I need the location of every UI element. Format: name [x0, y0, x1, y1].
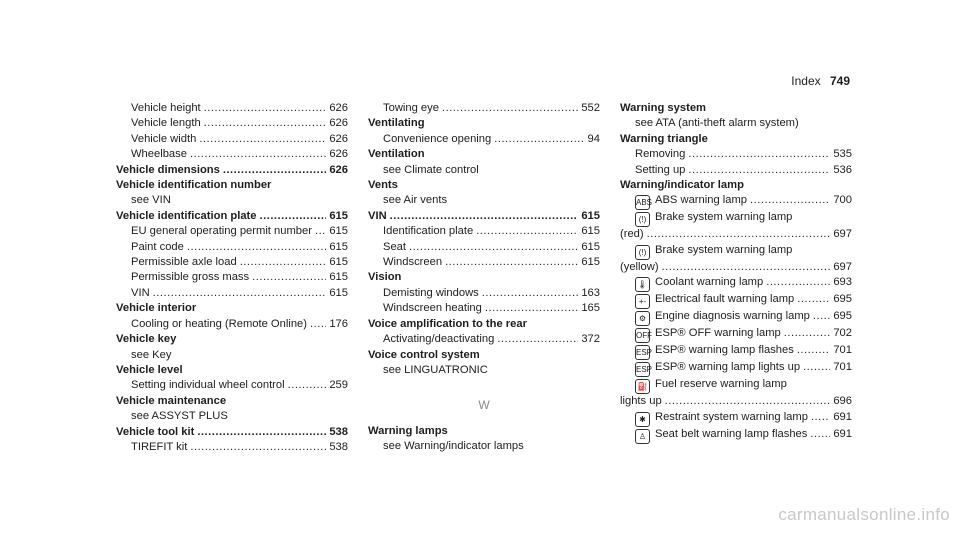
- index-entry-label: Vehicle width: [131, 132, 197, 145]
- index-entry: [368, 101, 600, 116]
- index-subline-text: see Key: [131, 348, 172, 361]
- index-page-number: 626: [329, 117, 348, 130]
- index-entry-label: Towing eye: [383, 102, 439, 114]
- index-page-number: 163: [581, 286, 600, 299]
- dot-leader: [494, 132, 584, 147]
- index-entry-text: [383, 240, 406, 255]
- section-letter: W: [478, 398, 490, 413]
- index-entry: [620, 163, 852, 178]
- index-entry: [620, 260, 852, 275]
- index-entry-label: Permissible gross mass: [131, 271, 250, 284]
- index-heading: Vehicle interior: [116, 302, 197, 315]
- index-entry: [116, 440, 348, 455]
- esp-icon: ESP: [635, 345, 650, 360]
- index-entry-label: VIN: [131, 286, 150, 299]
- dot-leader: [315, 224, 326, 239]
- index-entry-label: EU general operating permit number: [131, 225, 312, 238]
- watermark: carmanualsonline.info: [778, 505, 950, 524]
- index-page-number: 615: [329, 225, 348, 238]
- seatbelt-icon: ♙: [635, 429, 650, 444]
- index-column-3: [620, 101, 852, 444]
- index-entry-text: [131, 286, 150, 301]
- dot-leader: [445, 255, 578, 270]
- index-page-number: 693: [833, 276, 852, 289]
- index-entry-label: Engine diagnosis warning lamp: [655, 310, 810, 323]
- index-entry-text: [635, 410, 808, 427]
- index-entry-text: [116, 209, 257, 224]
- index-page-number: 536: [833, 163, 852, 176]
- index-entry-label: ABS warning lamp: [655, 194, 748, 207]
- index-entry: [116, 209, 348, 224]
- dot-leader: [482, 286, 579, 301]
- index-entry-text: [383, 132, 491, 147]
- dot-leader: [187, 240, 326, 255]
- index-page-number: 626: [329, 132, 348, 145]
- fuel-icon: ⛽: [635, 379, 650, 394]
- index-entry-text: [131, 116, 201, 131]
- index-entry-text: [383, 286, 479, 301]
- index-entry-text: [383, 332, 494, 347]
- index-entry-label: Permissible axle load: [131, 256, 237, 269]
- index-entry: [116, 132, 348, 147]
- dot-leader: [647, 227, 831, 242]
- index-entry-text: [131, 440, 187, 455]
- index-subline: [368, 193, 600, 208]
- dot-leader: [199, 132, 326, 147]
- index-page-number: 697: [833, 260, 852, 273]
- index-entry: [620, 309, 852, 326]
- index-entry-text: [131, 317, 307, 332]
- battery-icon: +-: [635, 294, 650, 309]
- index-page-number: 535: [833, 148, 852, 161]
- dot-leader: [197, 425, 326, 440]
- index-page-number: 615: [329, 240, 348, 253]
- index-entry-text: [620, 394, 662, 409]
- index-entry-label: Windscreen: [383, 256, 443, 269]
- dot-leader: [190, 440, 326, 455]
- index-entry: [620, 427, 852, 444]
- coolant-icon: 🌡: [635, 277, 650, 292]
- index-entry-text: [620, 260, 659, 275]
- index-entry-text: [635, 343, 794, 360]
- brake-icon: (!): [635, 212, 650, 227]
- index-subline: [368, 439, 600, 454]
- index-page-number: 176: [329, 317, 348, 330]
- index-entry-text: [131, 132, 196, 147]
- index-entry: [368, 209, 600, 224]
- index-subline: [620, 210, 852, 227]
- dot-leader: [260, 209, 327, 224]
- index-entry: [116, 270, 348, 285]
- index-page-number: 700: [833, 194, 852, 207]
- index-entry: [116, 163, 348, 178]
- index-page-number: 615: [329, 209, 348, 222]
- index-subline: [620, 243, 852, 260]
- index-heading: Ventilating: [368, 117, 425, 130]
- index-entry-label: Seat belt warning lamp flashes: [655, 427, 808, 440]
- index-entry-label: Coolant warning lamp: [655, 276, 764, 289]
- index-page-number: 615: [329, 286, 348, 299]
- dot-leader: [665, 394, 831, 409]
- index-entry-label: Identification plate: [383, 225, 474, 238]
- index-entry: [116, 378, 348, 393]
- index-entry: [620, 394, 852, 409]
- index-entry-label: VIN: [368, 209, 387, 222]
- dot-leader: [390, 209, 579, 224]
- esp-off-icon: OFF: [635, 328, 650, 343]
- index-entry-label: Convenience opening: [383, 132, 492, 145]
- index-page-number: 615: [581, 240, 600, 253]
- index-entry-label: ESP® warning lamp flashes: [655, 344, 794, 357]
- airbag-icon: ✱: [635, 412, 650, 427]
- index-entry: [368, 332, 600, 347]
- index-heading: Vehicle key: [116, 333, 177, 346]
- index-entry-label: lights up: [620, 395, 662, 408]
- dot-leader: [204, 101, 327, 116]
- index-entry-label: TIREFIT kit: [131, 440, 188, 453]
- index-column-1: [116, 101, 348, 455]
- page-number: 749: [829, 74, 850, 88]
- index-entry-text: [635, 163, 685, 178]
- index-subline: [116, 348, 348, 363]
- index-entry: [620, 343, 852, 360]
- index-page-number: 552: [581, 102, 600, 114]
- dot-leader: [190, 147, 326, 162]
- index-entry-label: Demisting windows: [383, 286, 479, 299]
- index-entry-text: [635, 326, 781, 343]
- index-subline-text: Brake system warning lamp: [655, 243, 793, 256]
- dot-leader: [797, 343, 831, 358]
- index-subline: [620, 116, 852, 131]
- dot-leader: [310, 317, 326, 332]
- dot-leader: [784, 326, 831, 341]
- dot-leader: [288, 378, 327, 393]
- index-entry: [116, 224, 348, 239]
- index-page-number: 538: [329, 425, 348, 438]
- index-entry-label: Vehicle dimensions: [116, 163, 220, 176]
- dot-leader: [153, 286, 327, 301]
- index-entry-text: [383, 301, 482, 316]
- index-subline: [368, 363, 600, 378]
- header-label: Index: [791, 74, 821, 88]
- index-entry: [620, 360, 852, 377]
- index-entry-label: Cooling or heating (Remote Online): [131, 317, 307, 330]
- engine-icon: ⚙: [635, 311, 650, 326]
- index-entry: [620, 147, 852, 162]
- brake-icon: (!): [635, 245, 650, 260]
- index-entry-text: [131, 101, 201, 116]
- index-entry-text: [368, 209, 387, 224]
- index-entry-text: [635, 275, 763, 292]
- index-heading: Warning triangle: [620, 132, 708, 145]
- index-entry: [116, 425, 348, 440]
- index-entry-text: [635, 309, 810, 326]
- index-heading: Voice control system: [368, 348, 480, 361]
- index-entry: [620, 292, 852, 309]
- index-page-number: 702: [833, 327, 852, 340]
- index-page-number: 259: [329, 379, 348, 392]
- dot-leader: [662, 260, 831, 275]
- index-heading: Voice amplification to the rear: [368, 317, 527, 330]
- dot-leader: [485, 301, 578, 316]
- dot-leader: [688, 163, 830, 178]
- index-entry: [116, 116, 348, 131]
- index-entry-label: ESP® OFF warning lamp: [655, 327, 781, 340]
- index-entry: [620, 275, 852, 292]
- index-entry-label: (yellow): [620, 260, 659, 273]
- index-entry-text: [635, 193, 747, 210]
- dot-leader: [409, 240, 578, 255]
- index-page-number: 615: [329, 256, 348, 269]
- index-subline-text: see ASSYST PLUS: [131, 410, 228, 423]
- index-entry-text: [383, 255, 442, 270]
- index-entry: [368, 224, 600, 239]
- index-page-number: 697: [833, 228, 852, 241]
- index-entry: [116, 286, 348, 301]
- index-entry-text: [116, 425, 194, 440]
- index-entry-label: ESP® warning lamp lights up: [655, 361, 801, 374]
- index-page-number: 615: [581, 256, 600, 269]
- index-entry-text: [116, 163, 220, 178]
- dot-leader: [223, 163, 326, 178]
- dot-leader: [476, 224, 578, 239]
- index-page-number: 701: [833, 361, 852, 374]
- index-entry-label: (red): [620, 228, 644, 241]
- index-page-number: 626: [329, 102, 348, 114]
- index-entry-label: Setting up: [635, 163, 686, 176]
- dot-leader: [688, 147, 830, 162]
- index-subline: [368, 163, 600, 178]
- index-entry-label: Setting individual wheel control: [131, 379, 285, 392]
- index-entry-label: Paint code: [131, 240, 184, 253]
- index-subline-text: see LINGUATRONIC: [383, 363, 488, 376]
- index-entry-text: [635, 360, 800, 377]
- index-column-2: [368, 101, 600, 455]
- dot-leader: [813, 309, 830, 324]
- index-heading: Vehicle identification number: [116, 179, 272, 192]
- dot-leader: [497, 332, 578, 347]
- index-entry: [368, 301, 600, 316]
- index-entry-label: Seat: [383, 240, 407, 253]
- index-page-number: 615: [581, 225, 600, 238]
- index-entry: [368, 286, 600, 301]
- index-page-number: 626: [329, 148, 348, 161]
- index-entry-label: Activating/deactivating: [383, 333, 495, 346]
- dot-leader: [750, 193, 830, 208]
- page-header: [791, 74, 850, 88]
- esp-icon: ESP: [635, 362, 650, 377]
- index-subline: [116, 409, 348, 424]
- index-entry: [116, 147, 348, 162]
- index-heading: Ventilation: [368, 148, 425, 161]
- index-heading: Vents: [368, 179, 398, 192]
- dot-leader: [204, 116, 327, 131]
- index-heading: Warning lamps: [368, 424, 448, 437]
- index-entry-label: Wheelbase: [131, 148, 187, 161]
- index-entry: [368, 255, 600, 270]
- index-page-number: 538: [329, 440, 348, 453]
- dot-leader: [240, 255, 327, 270]
- index-heading: Warning system: [620, 102, 706, 114]
- index-page-number: 626: [329, 163, 348, 176]
- index-entry: [368, 240, 600, 255]
- index-entry-text: [131, 147, 187, 162]
- index-entry-label: Removing: [635, 148, 686, 161]
- index-subline-text: Brake system warning lamp: [655, 211, 793, 224]
- index-entry-text: [383, 101, 439, 116]
- index-subline-text: see Climate control: [383, 163, 479, 176]
- index-entry: [368, 132, 600, 147]
- index-entry-text: [131, 378, 285, 393]
- dot-leader: [797, 292, 830, 307]
- index-entry: [116, 317, 348, 332]
- index-subline-text: see Warning/indicator lamps: [383, 440, 524, 453]
- dot-leader: [811, 410, 830, 425]
- index-entry-text: [383, 224, 473, 239]
- index-entry: [116, 101, 348, 116]
- index-heading: Vehicle maintenance: [116, 394, 227, 407]
- index-entry-label: Vehicle tool kit: [116, 425, 195, 438]
- index-entry: [116, 255, 348, 270]
- index-entry-text: [131, 270, 249, 285]
- index-entry-text: [620, 227, 644, 242]
- index-entry: [620, 193, 852, 210]
- index-page-number: 691: [833, 427, 852, 440]
- index-entry-label: Electrical fault warning lamp: [655, 293, 795, 306]
- index-entry-text: [131, 240, 184, 255]
- index-page-number: 695: [833, 293, 852, 306]
- index-page-number: 695: [833, 310, 852, 323]
- index-subline-text: see Air vents: [383, 194, 448, 207]
- abs-icon: ABS: [635, 195, 650, 210]
- index-entry-text: [635, 292, 794, 309]
- index-entry-label: Restraint system warning lamp: [655, 410, 808, 423]
- index-entry: [620, 326, 852, 343]
- index-subline-text: see ATA (anti-theft alarm system): [635, 117, 799, 130]
- index-entry-label: Windscreen heating: [383, 302, 482, 315]
- index-entry-text: [131, 255, 237, 270]
- index-page-number: 372: [581, 333, 600, 346]
- index-heading: Warning/indicator lamp: [620, 179, 744, 192]
- index-subline-text: Fuel reserve warning lamp: [655, 378, 787, 391]
- index-page-number: 691: [833, 410, 852, 423]
- index-entry-label: Vehicle identification plate: [116, 209, 257, 222]
- index-page-number: 165: [581, 302, 600, 315]
- index-entry: [620, 227, 852, 242]
- dot-leader: [252, 270, 326, 285]
- index-page-number: 701: [833, 344, 852, 357]
- index-subline: [116, 193, 348, 208]
- dot-leader: [442, 101, 578, 116]
- dot-leader: [803, 360, 830, 375]
- index-entry-text: [131, 224, 312, 239]
- index-page-number: 615: [581, 209, 600, 222]
- index-entry-text: [635, 427, 807, 444]
- index-heading: Vehicle level: [116, 363, 183, 376]
- index-page-number: 615: [329, 271, 348, 284]
- index-entry-label: Vehicle length: [131, 117, 201, 130]
- index-page-number: 696: [833, 395, 852, 408]
- dot-leader: [810, 427, 830, 442]
- index-page-number: 94: [587, 132, 600, 145]
- dot-leader: [766, 275, 830, 290]
- index-entry: [116, 240, 348, 255]
- index-subline: [620, 377, 852, 394]
- index-subline-text: see VIN: [131, 194, 171, 207]
- index-entry: [620, 410, 852, 427]
- index-entry-text: [635, 147, 685, 162]
- index-heading: Vision: [368, 271, 402, 284]
- index-entry-label: Vehicle height: [131, 102, 201, 114]
